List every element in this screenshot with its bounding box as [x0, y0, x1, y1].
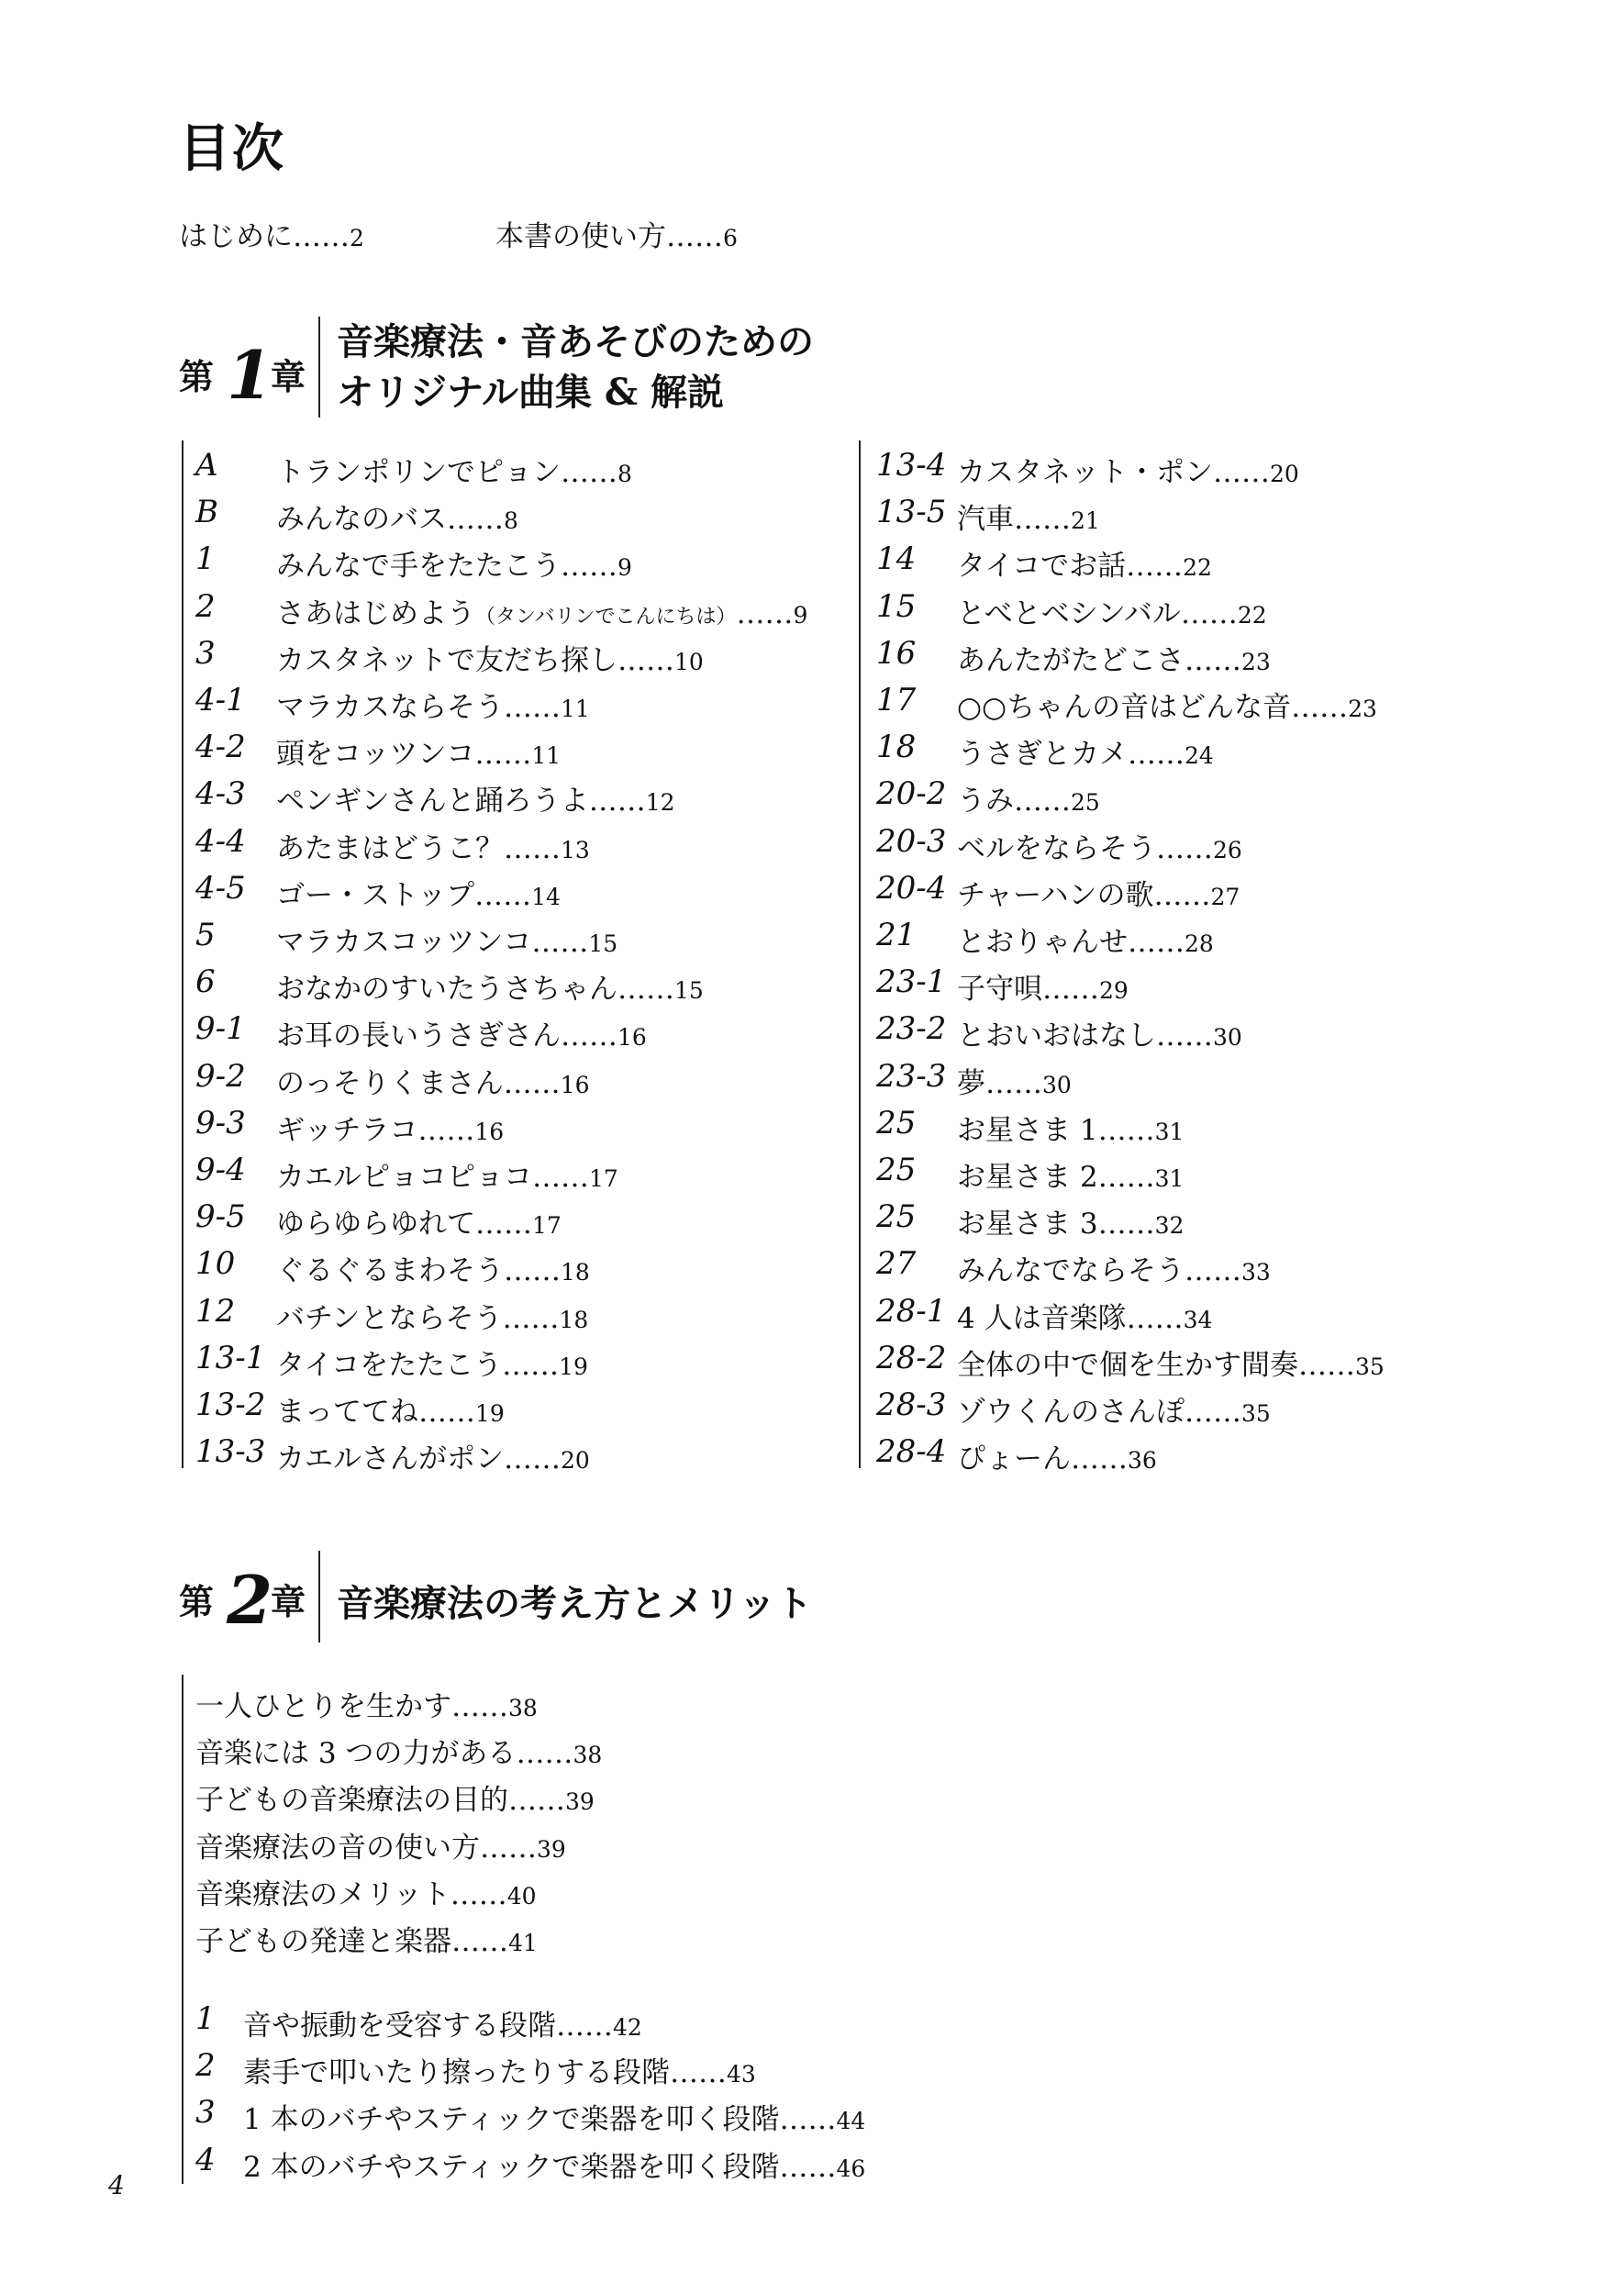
page-number: 6 — [723, 225, 738, 251]
intro-label: はじめに — [179, 220, 293, 253]
entry-title: みんなのバス — [276, 503, 447, 537]
page-number: 27 — [1210, 883, 1240, 910]
page-number: 36 — [1128, 1447, 1157, 1475]
page-number: 17 — [532, 1212, 562, 1240]
entry-text — [276, 730, 561, 772]
entry-number: 14 — [876, 540, 917, 578]
page-number: 12 — [645, 789, 675, 817]
leader-dots: …… — [1128, 738, 1185, 772]
entry-number: 28-2 — [876, 1339, 947, 1376]
entry-text — [957, 1200, 1184, 1242]
entry-number: 20-2 — [876, 775, 947, 813]
footer-page-number: 4 — [108, 2170, 125, 2200]
entry-title: あたまはどうこ？ — [276, 831, 504, 865]
page-number: 15 — [588, 930, 618, 957]
leader-dots: …… — [504, 691, 561, 724]
entry-number: 18 — [876, 729, 917, 766]
entry-title: ゴー・ストップ — [276, 878, 475, 912]
entry-number: 17 — [876, 682, 917, 718]
entry-number: 9-2 — [195, 1057, 246, 1095]
entry-title: みんなでならそう — [957, 1254, 1185, 1288]
page-number: 16 — [474, 1118, 505, 1145]
leader-dots: …… — [1097, 1161, 1155, 1194]
leader-dots: …… — [1126, 1301, 1184, 1335]
leader-dots: …… — [1156, 831, 1213, 865]
leader-dots: …… — [1185, 1396, 1241, 1429]
entry-text — [276, 1200, 562, 1242]
entry-number: 28-3 — [876, 1386, 947, 1423]
chapter-prefix: 第 — [179, 356, 215, 397]
leader-dots: …… — [1291, 691, 1349, 724]
entry-number: 3 — [195, 634, 216, 672]
entry-title: カスタネット・ポン — [957, 456, 1213, 489]
chapter-suffix: 章 — [271, 1581, 306, 1622]
page-number: 34 — [1183, 1306, 1213, 1333]
entry-number: 4-3 — [195, 775, 246, 813]
entry-text — [195, 1918, 538, 1959]
page-number: 39 — [565, 1788, 595, 1816]
entry-text — [276, 496, 518, 537]
chapter-1-header — [179, 317, 1005, 418]
chapter-suffix: 章 — [271, 356, 306, 397]
entry-number: 6 — [195, 963, 216, 1001]
entry-text — [276, 1295, 588, 1336]
leader-dots: …… — [1097, 1208, 1155, 1242]
page-number: 35 — [1355, 1353, 1385, 1380]
chapter-title-line1: 音楽療法・音あそびのための — [337, 320, 814, 363]
entry-number: 23-3 — [876, 1057, 947, 1095]
page-number: 16 — [617, 1024, 647, 1052]
entry-number: 28-1 — [876, 1292, 947, 1330]
entry-title: 素手で叩いたり擦ったりする段階 — [243, 2056, 670, 2090]
page-number: 8 — [617, 461, 632, 487]
entry-number: 20-3 — [876, 822, 947, 860]
page-number: 9 — [617, 554, 632, 582]
entry-title: お星さま 1 — [957, 1113, 1098, 1147]
entry-text — [957, 825, 1242, 866]
entry-text — [195, 1824, 566, 1865]
leader-dots: …… — [736, 596, 794, 630]
entry-text — [276, 1153, 618, 1195]
entry-text — [276, 637, 704, 678]
entry-text — [276, 1342, 588, 1383]
leader-dots: …… — [779, 2150, 837, 2184]
chapter-2-header — [179, 1551, 1005, 1643]
leader-dots: …… — [474, 738, 532, 772]
page-number: 26 — [1213, 836, 1242, 863]
entry-title: あんたがたどこさ — [957, 643, 1185, 677]
entry-title: みんなで手をたたこう — [276, 550, 561, 584]
entry-text — [276, 684, 590, 725]
entry-title: お星さま 2 — [957, 1161, 1098, 1194]
entry-title: ぴょーん — [957, 1442, 1071, 1476]
entry-number: 13-1 — [195, 1339, 266, 1376]
entry-text — [957, 777, 1100, 818]
entry-number: 28-4 — [876, 1433, 947, 1471]
entry-title: タイコをたたこう — [276, 1348, 503, 1382]
entry-text — [195, 1871, 537, 1912]
page-number: 19 — [559, 1353, 588, 1380]
leader-dots: …… — [1128, 926, 1185, 959]
entry-text — [276, 872, 561, 913]
chapter-prefix: 第 — [179, 1581, 215, 1622]
page-number: 25 — [1071, 789, 1100, 817]
page-title: 目次 — [179, 118, 285, 179]
page-number: 23 — [1241, 648, 1271, 675]
page-number: 35 — [1241, 1400, 1271, 1427]
leader-dots: …… — [617, 973, 674, 1007]
leader-dots: …… — [779, 2103, 837, 2137]
entry-number: 9-5 — [195, 1198, 246, 1236]
entry-number: 5 — [195, 917, 216, 953]
page-number: 18 — [559, 1306, 589, 1333]
entry-number: 12 — [195, 1292, 236, 1330]
page-number: 11 — [561, 696, 590, 722]
entry-title: おなかのすいたうさちゃん — [276, 973, 617, 1007]
entry-title: 子どもの発達と楽器 — [195, 1925, 451, 1958]
page-number: 41 — [508, 1930, 538, 1956]
entry-number: 4-1 — [195, 682, 246, 718]
page-number: 22 — [1237, 601, 1267, 629]
entry-text — [276, 1060, 590, 1101]
entry-title: とべとベシンバル — [957, 596, 1181, 630]
entry-text — [957, 919, 1214, 960]
leader-dots: …… — [561, 550, 617, 584]
entry-number: 2 — [195, 2047, 216, 2085]
entry-text — [957, 1060, 1072, 1101]
entry-number: 4-4 — [195, 822, 246, 860]
leader-dots: …… — [1298, 1348, 1355, 1382]
entry-text — [957, 1012, 1242, 1053]
entry-text — [957, 1107, 1184, 1148]
column-rule-left — [182, 440, 184, 1468]
entry-text — [276, 1388, 505, 1430]
page-number: 30 — [1213, 1024, 1242, 1052]
page-number: 14 — [531, 883, 561, 910]
entry-title: 1 本のバチやスティックで楽器を叩く段階 — [243, 2103, 780, 2137]
entry-text — [957, 1388, 1271, 1430]
entry-text — [276, 965, 704, 1007]
leader-dots: …… — [666, 220, 723, 253]
leader-dots: …… — [516, 1737, 573, 1771]
intro-entry[interactable] — [495, 213, 738, 254]
page-number: 38 — [573, 1742, 603, 1769]
page-number: 17 — [589, 1165, 618, 1192]
entry-text — [276, 590, 807, 631]
leader-dots: …… — [617, 643, 674, 677]
entry-title: 2 本のバチやスティックで楽器を叩く段階 — [243, 2150, 780, 2184]
leader-dots: …… — [1185, 643, 1241, 677]
leader-dots: …… — [532, 1161, 589, 1194]
chapter-2-rule — [182, 1675, 184, 2184]
page-number: 13 — [561, 836, 590, 863]
entry-title: ペンギンさんと踊ろうよ — [276, 785, 589, 818]
page-number: 10 — [674, 648, 704, 675]
entry-number: 21 — [876, 917, 917, 953]
entry-number: B — [195, 494, 218, 531]
entry-text — [276, 777, 675, 818]
leader-dots: …… — [451, 1925, 508, 1958]
entry-text — [243, 2002, 642, 2043]
leader-dots: …… — [504, 831, 561, 865]
entry-title: 音楽療法のメリット — [195, 1877, 450, 1911]
entry-text — [957, 1342, 1385, 1383]
leader-dots: …… — [502, 1348, 560, 1382]
entry-title: 汽車 — [957, 503, 1014, 537]
chapter-number: 2 — [227, 1561, 273, 1639]
entry-title: 4 人は音楽隊 — [957, 1301, 1127, 1335]
chapter-divider — [318, 317, 320, 418]
entry-text — [957, 542, 1212, 584]
page-number: 28 — [1185, 930, 1214, 957]
page-number: 20 — [561, 1447, 590, 1475]
leader-dots: …… — [1156, 1019, 1213, 1053]
leader-dots: …… — [561, 1019, 617, 1053]
leader-dots: …… — [293, 220, 350, 253]
entry-title: マラカスならそう — [276, 691, 504, 724]
entry-text — [957, 730, 1214, 772]
leader-dots: …… — [504, 1442, 561, 1476]
entry-number: 10 — [195, 1245, 236, 1283]
entry-number: 13-2 — [195, 1386, 266, 1423]
column-rule-right — [859, 440, 861, 1468]
intro-label: 本書の使い方 — [495, 220, 666, 253]
entry-title: まっててね — [276, 1396, 418, 1429]
entry-number: 25 — [876, 1198, 917, 1236]
page-number: 30 — [1042, 1071, 1072, 1098]
page-number: 22 — [1183, 554, 1212, 582]
entry-title: ベルをならそう — [957, 831, 1156, 865]
page-number: 42 — [613, 2014, 642, 2041]
entry-title: 音楽療法の音の使い方 — [195, 1831, 480, 1865]
entry-title: 子どもの音楽療法の目的 — [195, 1784, 508, 1818]
entry-title: ゾウくんのさんぽ — [957, 1396, 1185, 1429]
page-number: 44 — [836, 2108, 866, 2135]
page-number: 21 — [1071, 507, 1100, 535]
entry-title: さあはじめよう — [276, 596, 475, 630]
page-number: 39 — [537, 1835, 566, 1863]
entry-number: 1 — [195, 2000, 216, 2037]
page-number: 15 — [674, 977, 704, 1005]
page-number: 19 — [475, 1400, 505, 1427]
leader-dots: …… — [418, 1396, 475, 1429]
entry-text — [957, 637, 1271, 678]
entry-number: 16 — [876, 634, 917, 672]
leader-dots: …… — [531, 926, 589, 959]
entry-title: うみ — [957, 785, 1014, 818]
entry-title: ○○ちゃんの音はどんな音 — [957, 691, 1292, 724]
entry-number: 25 — [876, 1104, 917, 1141]
page-number: 31 — [1154, 1165, 1185, 1192]
entry-text — [195, 1776, 595, 1818]
entry-number: 25 — [876, 1152, 917, 1188]
leader-dots: …… — [474, 878, 532, 912]
leader-dots: …… — [1097, 1113, 1155, 1147]
entry-number: A — [195, 447, 218, 484]
entry-title: バチンとならそう — [276, 1301, 503, 1335]
leader-dots: …… — [508, 1784, 565, 1818]
intro-entry[interactable] — [179, 213, 364, 254]
entry-title: 全体の中で個を生かす間奏 — [957, 1348, 1298, 1382]
leader-dots: …… — [985, 1066, 1042, 1100]
leader-dots: …… — [1014, 503, 1071, 537]
leader-dots: …… — [502, 1301, 560, 1335]
chapter-number: 1 — [227, 336, 273, 414]
entry-text — [276, 825, 590, 866]
entry-text — [957, 449, 1299, 490]
entry-title: とおいおはなし — [957, 1019, 1156, 1053]
entry-text — [957, 872, 1240, 913]
entry-text — [957, 1247, 1271, 1288]
page-number: 31 — [1154, 1118, 1185, 1145]
entry-text — [276, 1435, 590, 1476]
entry-title: うさぎとカメ — [957, 738, 1128, 772]
entry-title: チャーハンの歌 — [957, 878, 1154, 912]
entry-text — [276, 542, 632, 584]
entry-text — [957, 590, 1267, 631]
page-number: 16 — [560, 1071, 590, 1098]
entry-title: ギッチラコ — [276, 1113, 418, 1147]
leader-dots: …… — [1185, 1254, 1241, 1288]
entry-text — [195, 1683, 538, 1724]
entry-text — [957, 684, 1377, 725]
chapter-divider — [318, 1551, 320, 1643]
entry-number: 3 — [195, 2094, 216, 2132]
entry-number: 1 — [195, 540, 216, 578]
page-number: 38 — [508, 1695, 538, 1721]
page-number: 32 — [1154, 1212, 1185, 1240]
page-number: 18 — [561, 1259, 590, 1286]
page-number: 20 — [1270, 461, 1299, 487]
entry-text — [276, 919, 617, 960]
page-number: 9 — [793, 601, 808, 629]
entry-title: カエルさんがポン — [276, 1442, 504, 1476]
entry-number: 23-2 — [876, 1010, 947, 1048]
leader-dots: …… — [561, 456, 617, 489]
leader-dots: …… — [1180, 596, 1238, 630]
leader-dots: …… — [1042, 973, 1099, 1007]
entry-text — [957, 1295, 1212, 1336]
page-number: 43 — [727, 2061, 756, 2088]
leader-dots: …… — [450, 1877, 507, 1911]
entry-number: 4-2 — [195, 729, 246, 766]
entry-title: 音楽には 3 つの力がある — [195, 1737, 517, 1771]
entry-number: 2 — [195, 587, 216, 625]
entry-number: 9-4 — [195, 1152, 246, 1188]
entry-text — [243, 2144, 865, 2185]
entry-text — [957, 1153, 1184, 1195]
leader-dots: …… — [556, 2010, 613, 2043]
leader-dots: …… — [1014, 785, 1071, 818]
leader-dots: …… — [451, 1690, 508, 1723]
leader-dots: …… — [1153, 878, 1211, 912]
entry-number: 13-3 — [195, 1433, 266, 1471]
entry-text — [957, 965, 1129, 1007]
leader-dots: …… — [1213, 456, 1270, 489]
page-number: 11 — [531, 742, 562, 770]
leader-dots: …… — [480, 1831, 537, 1865]
leader-dots: …… — [503, 1066, 561, 1100]
entry-title: 音や振動を受容する段階 — [243, 2010, 556, 2043]
entry-number: 4-5 — [195, 869, 246, 907]
entry-text — [276, 1247, 590, 1288]
entry-title: カエルピョコピョコ — [276, 1161, 532, 1194]
entry-number: 23-1 — [876, 963, 947, 1001]
entry-number: 13-4 — [876, 447, 947, 484]
page-number: 46 — [836, 2155, 866, 2182]
leader-dots: …… — [447, 503, 504, 537]
entry-title: ゆらゆらゆれて — [276, 1208, 475, 1242]
entry-text — [276, 449, 632, 490]
page-number: 24 — [1185, 742, 1214, 770]
chapter-title: 音楽療法の考え方とメリット — [337, 1582, 813, 1625]
entry-title: 子守唄 — [957, 973, 1042, 1007]
entry-number: 13-5 — [876, 494, 947, 531]
entry-text — [243, 2096, 865, 2137]
entry-number: 15 — [876, 587, 917, 625]
entry-title: トランポリンでピョン — [276, 456, 561, 489]
page-number: 29 — [1099, 977, 1129, 1005]
entry-number: 27 — [876, 1245, 917, 1283]
entry-number: 9-1 — [195, 1010, 246, 1048]
entry-title: タイコでお話 — [957, 550, 1127, 584]
leader-dots: …… — [588, 785, 646, 818]
leader-dots: …… — [417, 1113, 475, 1147]
page-number: 23 — [1348, 696, 1377, 722]
leader-dots: …… — [475, 1208, 532, 1242]
entry-text — [276, 1012, 647, 1053]
leader-dots: …… — [504, 1254, 561, 1288]
leader-dots: …… — [670, 2056, 727, 2090]
entry-title: 夢 — [957, 1066, 985, 1100]
entry-number: 4 — [195, 2141, 216, 2178]
entry-title: マラカスコッツンコ — [276, 926, 532, 959]
entry-title: のっそりくまさん — [276, 1066, 504, 1100]
entry-title: とおりゃんせ — [957, 926, 1128, 959]
entry-title: 一人ひとりを生かす — [195, 1690, 451, 1723]
page-number: 33 — [1241, 1259, 1271, 1286]
entry-subtitle: （タンバリンでこんにちは） — [475, 605, 737, 629]
entry-title: 頭をコッツンコ — [276, 738, 475, 772]
page-number: 40 — [506, 1882, 537, 1910]
page-number: 2 — [350, 225, 364, 251]
page-number: 8 — [504, 507, 518, 535]
entry-number: 20-4 — [876, 869, 947, 907]
chapter-title-line2: オリジナル曲集 & 解説 — [337, 371, 724, 414]
leader-dots: …… — [1071, 1442, 1128, 1476]
entry-text — [243, 2049, 756, 2090]
leader-dots: …… — [1126, 550, 1184, 584]
entry-title: お耳の長いうさぎさん — [276, 1019, 561, 1053]
entry-text — [957, 496, 1100, 537]
entry-text — [195, 1730, 602, 1771]
entry-title: ぐるぐるまわそう — [276, 1254, 504, 1288]
entry-title: カスタネットで友だち探し — [276, 643, 617, 677]
entry-text — [276, 1107, 504, 1148]
entry-title: お星さま 3 — [957, 1208, 1098, 1242]
entry-number: 9-3 — [195, 1104, 246, 1141]
entry-text — [957, 1435, 1157, 1476]
